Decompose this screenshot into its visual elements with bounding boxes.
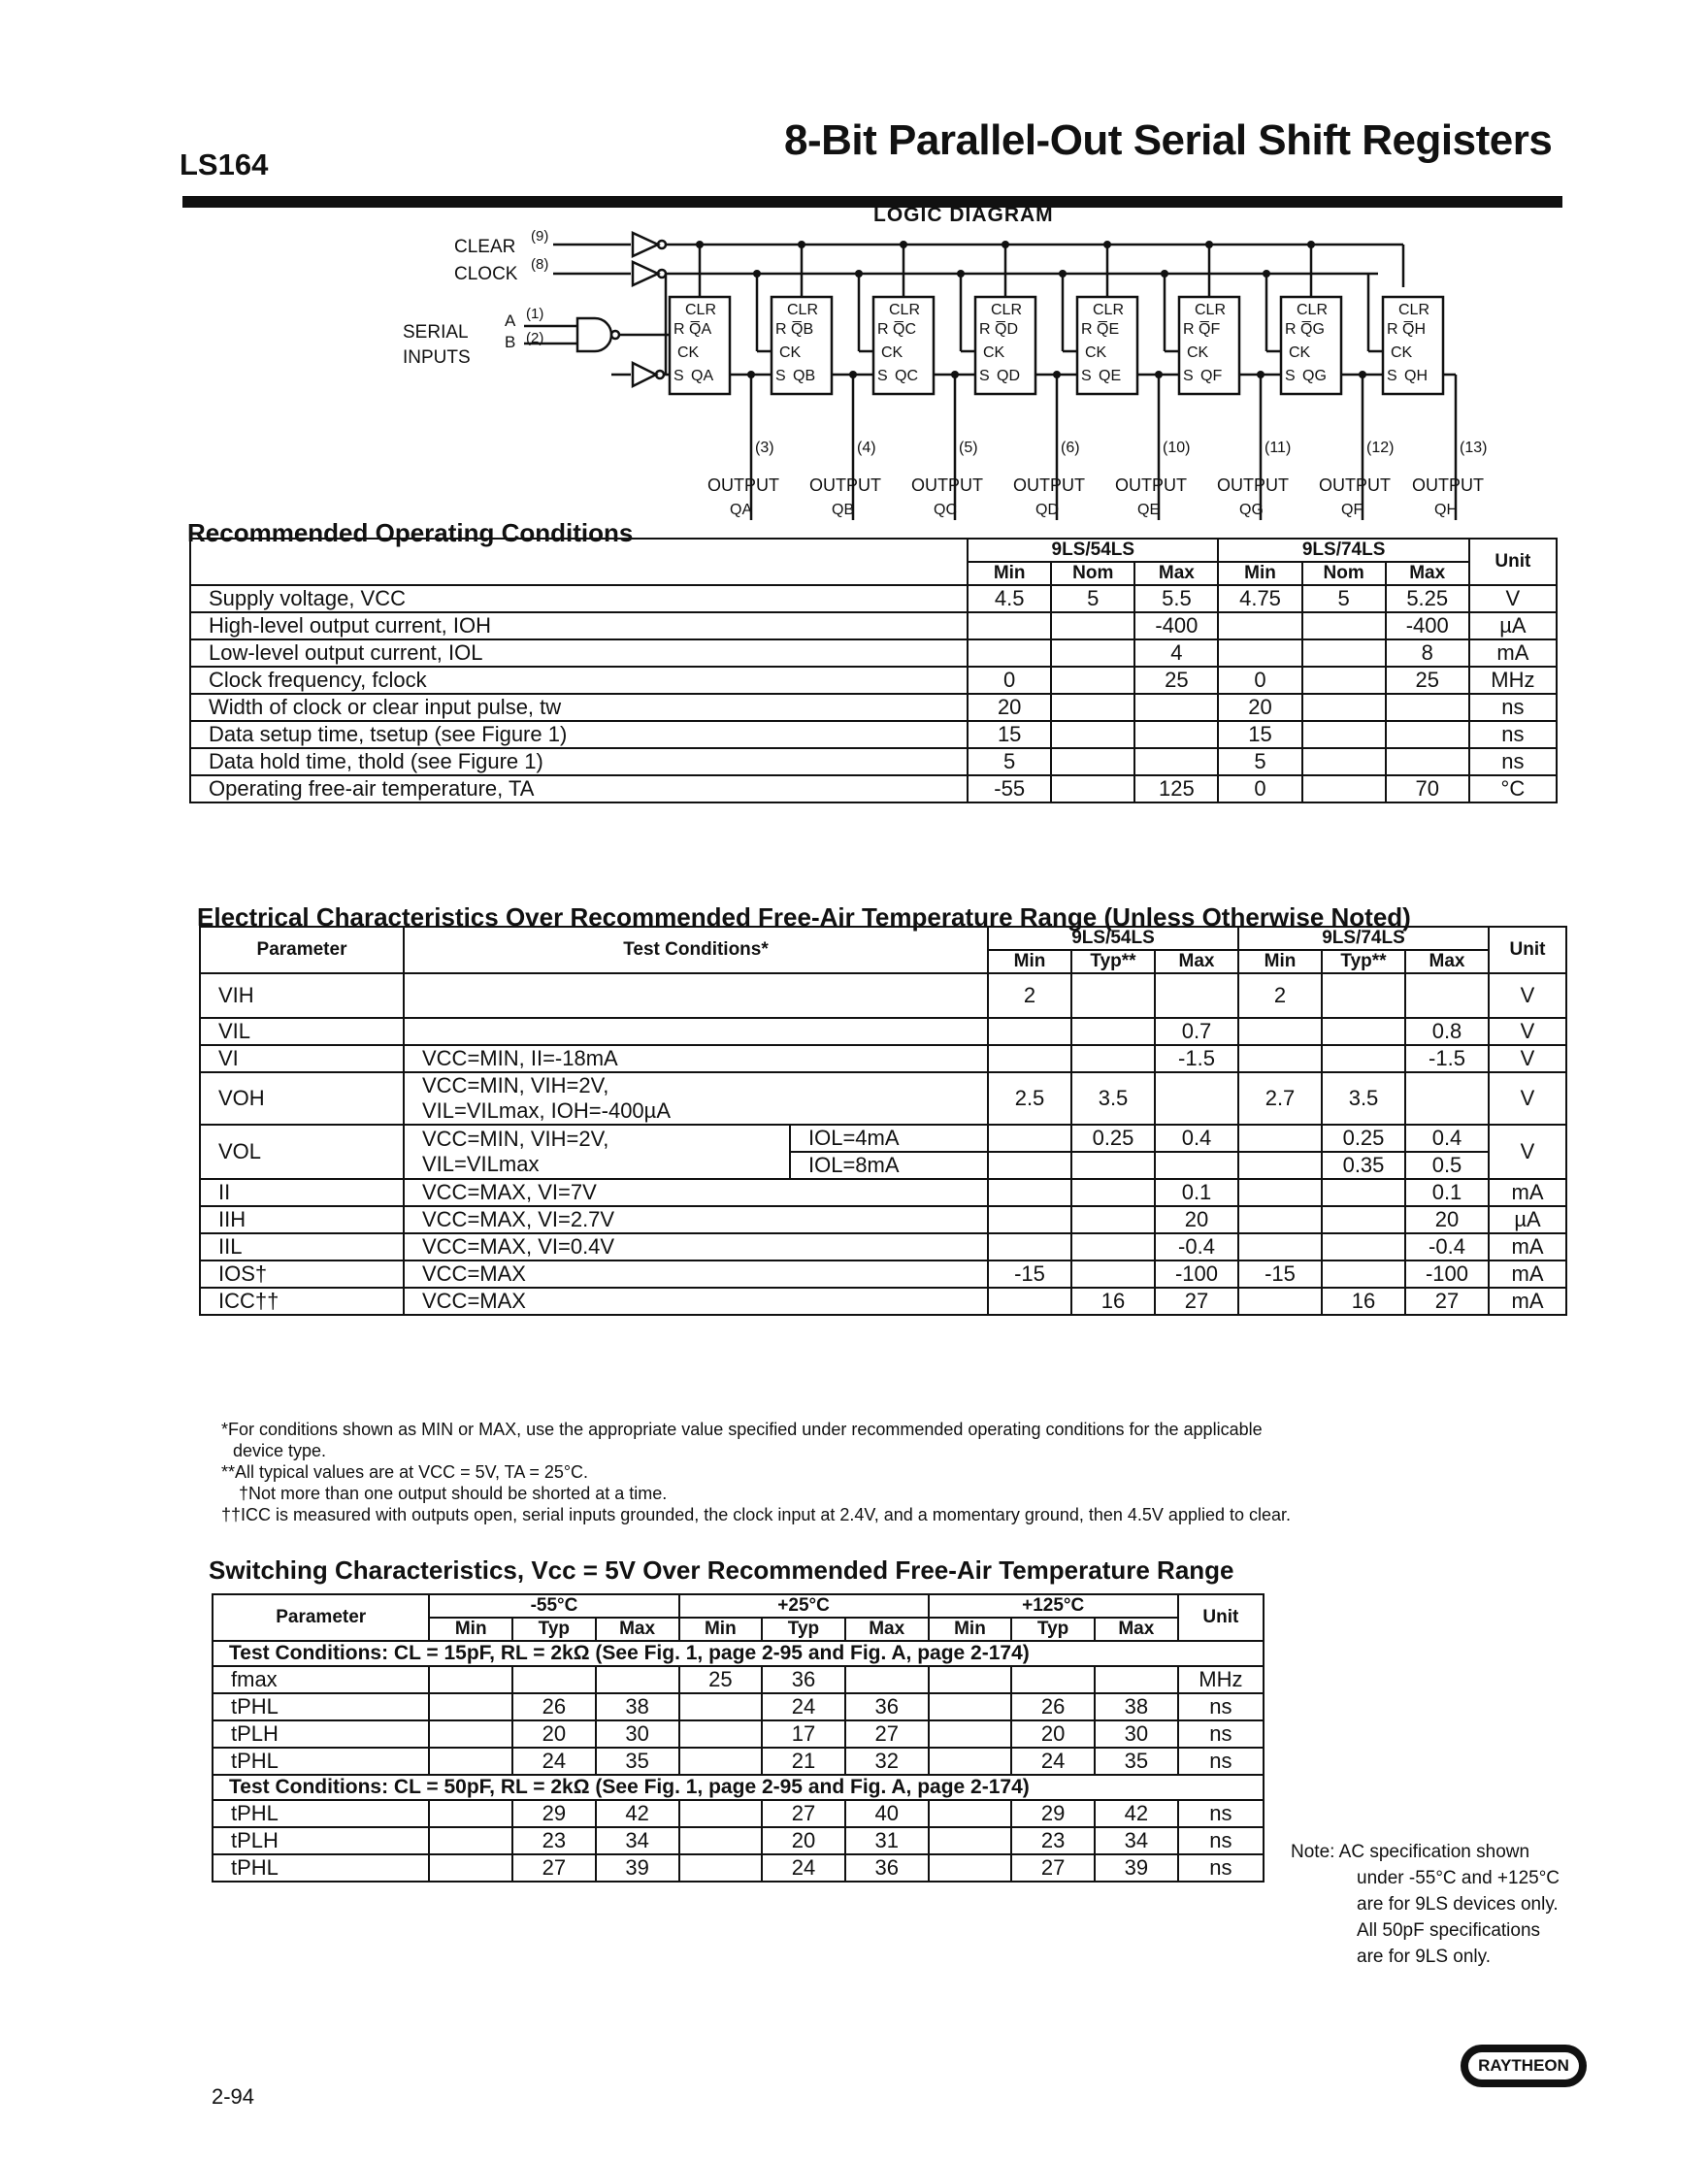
sw-row: tPLH 20 30 17 27 20 30 ns — [213, 1720, 1264, 1748]
ec-row-iil: IIL VCC=MAX, VI=0.4V -0.4 -0.4 mA — [200, 1233, 1566, 1261]
roc-row: Data hold time, thold (see Figure 1) 5 5 ns — [190, 748, 1557, 775]
ff-q-label: QE — [1099, 368, 1122, 384]
output-label: OUTPUT — [1013, 475, 1085, 495]
ff-ck-label: CK — [677, 344, 700, 361]
roc-sub-header: Nom — [1051, 562, 1134, 585]
roc-group-74: 9LS/74LS — [1218, 539, 1468, 562]
roc-row: Data setup time, tsetup (see Figure 1) 15 15 ns — [190, 721, 1557, 748]
ff-r-label: R — [1081, 321, 1093, 338]
roc-sub-header: Max — [1134, 562, 1218, 585]
page-number: 2-94 — [212, 2084, 255, 2109]
ec-row-iih: IIH VCC=MAX, VI=2.7V 20 20 µA — [200, 1206, 1566, 1233]
output-name: QC — [934, 502, 957, 518]
roc-title: Recommended Operating Conditions — [187, 518, 634, 547]
ff-clr-label: CLR — [991, 302, 1023, 318]
ff-clr-label: CLR — [889, 302, 921, 318]
sw-unit-header: Unit — [1178, 1594, 1264, 1641]
sw-title: Switching Characteristics, Vcc = 5V Over Recommended Free-Air Temperature Range — [209, 1555, 1234, 1585]
ec-row-ii: II VCC=MAX, VI=7V 0.1 0.1 mA — [200, 1179, 1566, 1206]
ff-r-label: R — [979, 321, 991, 338]
ec-group-54: 9LS/54LS — [988, 927, 1238, 950]
sw-sub-header: Max — [1095, 1618, 1178, 1641]
sw-sub-header: Max — [596, 1618, 679, 1641]
output-name: QB — [832, 502, 855, 518]
output-label: OUTPUT — [1319, 475, 1391, 495]
logic-diagram — [388, 229, 1533, 540]
ff-qbar-label: Q̅E — [1097, 321, 1120, 338]
ec-row-vi: VI VCC=MIN, II=-18mA -1.5 -1.5 V — [200, 1045, 1566, 1072]
ff-qbar-label: Q̅B — [791, 321, 814, 338]
roc-unit-header: Unit — [1469, 539, 1557, 585]
clock-pin: (8) — [531, 256, 549, 273]
ec-row-ios: IOS† VCC=MAX -15 -100 -15 -100 mA — [200, 1261, 1566, 1288]
sw-condition-row: Test Conditions: CL = 50pF, RL = 2kΩ (See Fig. 1, page 2-95 and Fig. A, page 2-174) — [213, 1775, 1264, 1800]
ff-ck-label: CK — [779, 344, 802, 361]
sw-sub-header: Typ — [762, 1618, 845, 1641]
ff-s-label: S — [1081, 368, 1092, 384]
ff-r-label: R — [1183, 321, 1195, 338]
ff-q-label: QA — [691, 368, 714, 384]
roc-row: Low-level output current, IOL 4 8 mA — [190, 639, 1557, 667]
ff-qbar-label: Q̅G — [1300, 321, 1325, 338]
ff-ck-label: CK — [1085, 344, 1107, 361]
output-pin: (6) — [1061, 440, 1080, 456]
sw-param-header: Parameter — [213, 1594, 429, 1641]
ff-q-label: QD — [997, 368, 1020, 384]
ff-qbar-label: Q̅D — [995, 321, 1018, 338]
sw-note: Note: AC specification shown under -55°C and +125°C are for 9LS devices only. All 50pF specifications are for 9LS only. — [1291, 1842, 1560, 1967]
ff-s-label: S — [673, 368, 684, 384]
sw-sub-header: Typ — [512, 1618, 596, 1641]
input-b-pin: (2) — [526, 330, 544, 346]
output-pin: (12) — [1366, 440, 1395, 456]
ff-q-label: QH — [1404, 368, 1428, 384]
ff-q-label: QF — [1200, 368, 1223, 384]
ec-unit-header: Unit — [1489, 927, 1566, 973]
ec-notes: *For conditions shown as MIN or MAX, use the appropriate value specified under recommended operating conditions for the applicable device type. **All typical values are at VCC = 5V, TA = 25°C. †Not more than one output should be shorted at a time. ††ICC is measured with outputs open, serial inputs grounded, the clock input at 2.4V, and a momentary ground, then 4.5V applied to clear. — [221, 1420, 1292, 1524]
output-name: QF — [1341, 502, 1363, 518]
sw-sub-header: Min — [429, 1618, 512, 1641]
roc-sub-header: Min — [968, 562, 1051, 585]
ff-s-label: S — [877, 368, 888, 384]
output-label: OUTPUT — [1217, 475, 1289, 495]
ff-ck-label: CK — [1391, 344, 1413, 361]
sw-row: tPLH 23 34 20 31 23 34 ns — [213, 1827, 1264, 1854]
output-pin: (11) — [1265, 440, 1292, 456]
ec-cond-header: Test Conditions* — [404, 927, 988, 973]
output-name: QD — [1035, 502, 1059, 518]
ec-row-vol-2: IOL=8mA 0.35 0.5 — [200, 1152, 1566, 1179]
roc-row: Supply voltage, VCC 4.5 5 5.5 4.75 5 5.25 V — [190, 585, 1557, 612]
ff-ck-label: CK — [881, 344, 903, 361]
ff-r-label: R — [1285, 321, 1297, 338]
output-pin: (5) — [959, 440, 978, 456]
ec-sub-header: Typ** — [1071, 950, 1155, 973]
ec-row-vol-1: VOL VCC=MIN, VIH=2V, VIL=VILmax IOL=4mA 0.25 0.4 0.25 0.4 V — [200, 1125, 1566, 1152]
sw-sub-header: Typ — [1011, 1618, 1095, 1641]
sw-sub-header: Min — [929, 1618, 1012, 1641]
sw-sub-header: Min — [679, 1618, 763, 1641]
output-label: OUTPUT — [809, 475, 881, 495]
ff-qbar-label: Q̅F — [1199, 321, 1221, 338]
ff-qbar-label: Q̅H — [1402, 321, 1426, 338]
part-number: LS164 — [180, 147, 269, 181]
clear-label: CLEAR — [454, 237, 516, 257]
sw-group-25: +25°C — [679, 1594, 929, 1618]
ff-r-label: R — [1387, 321, 1398, 338]
sw-row: tPHL 27 39 24 36 27 39 ns — [213, 1854, 1264, 1882]
ff-s-label: S — [979, 368, 990, 384]
sw-group-125: +125°C — [929, 1594, 1178, 1618]
output-name: QH — [1434, 502, 1458, 518]
sw-condition-row: Test Conditions: CL = 15pF, RL = 2kΩ (See Fig. 1, page 2-95 and Fig. A, page 2-174) — [213, 1641, 1264, 1666]
sw-row: tPHL 24 35 21 32 24 35 ns — [213, 1748, 1264, 1775]
inputs-label: INPUTS — [403, 347, 471, 368]
output-pin: (13) — [1460, 440, 1488, 456]
ec-row-icc: ICC†† VCC=MAX 16 27 16 27 mA — [200, 1288, 1566, 1315]
output-pin: (3) — [755, 440, 774, 456]
output-name: QE — [1137, 502, 1161, 518]
ff-q-label: QG — [1302, 368, 1327, 384]
ff-s-label: S — [1183, 368, 1194, 384]
ff-ck-label: CK — [1289, 344, 1311, 361]
output-pin: (10) — [1163, 440, 1191, 456]
sw-table — [212, 1593, 1265, 1883]
ff-clr-label: CLR — [1398, 302, 1430, 318]
sw-row: tPHL 26 38 24 36 26 38 ns — [213, 1693, 1264, 1720]
ec-group-74: 9LS/74LS — [1238, 927, 1489, 950]
logic-diagram-title: LOGIC DIAGRAM — [873, 204, 1054, 226]
ff-r-label: R — [877, 321, 889, 338]
roc-row: Width of clock or clear input pulse, tw 20 20 ns — [190, 694, 1557, 721]
roc-sub-header: Max — [1386, 562, 1469, 585]
ec-sub-header: Min — [988, 950, 1071, 973]
serial-label: SERIAL — [403, 322, 469, 343]
ff-q-label: QC — [895, 368, 918, 384]
output-name: QG — [1239, 502, 1264, 518]
ff-clr-label: CLR — [685, 302, 717, 318]
ec-param-header: Parameter — [200, 927, 404, 973]
sw-group-55: -55°C — [429, 1594, 678, 1618]
ff-s-label: S — [1285, 368, 1296, 384]
ff-clr-label: CLR — [787, 302, 819, 318]
roc-sub-header: Min — [1218, 562, 1301, 585]
output-name: QA — [730, 502, 753, 518]
output-pin: (4) — [857, 440, 876, 456]
roc-row: Operating free-air temperature, TA -55 125 0 70 °C — [190, 775, 1557, 802]
input-a-pin: (1) — [526, 306, 544, 322]
output-label: OUTPUT — [911, 475, 983, 495]
ff-qbar-label: Q̅A — [689, 321, 712, 338]
ff-clr-label: CLR — [1195, 302, 1227, 318]
ff-ck-label: CK — [1187, 344, 1209, 361]
roc-row: High-level output current, IOH -400 -400 µA — [190, 612, 1557, 639]
output-label: OUTPUT — [1412, 475, 1484, 495]
sw-sub-header: Max — [845, 1618, 929, 1641]
ff-clr-label: CLR — [1093, 302, 1125, 318]
output-label: OUTPUT — [707, 475, 779, 495]
ff-r-label: R — [673, 321, 685, 338]
ff-q-label: QB — [793, 368, 816, 384]
clock-label: CLOCK — [454, 264, 518, 284]
ec-row-voh: VOH VCC=MIN, VIH=2V, VIL=VILmax, IOH=-400µA 2.5 3.5 2.7 3.5 V — [200, 1072, 1566, 1125]
ec-sub-header: Max — [1405, 950, 1489, 973]
page-title: 8-Bit Parallel-Out Serial Shift Registers — [784, 116, 1553, 164]
ec-row-vil: VIL 0.7 0.8 V — [200, 1018, 1566, 1045]
title-rule — [182, 196, 1562, 208]
raytheon-logo: RAYTHEON — [1461, 2045, 1587, 2087]
ec-row-vih: VIH 2 2 V — [200, 973, 1566, 1018]
input-a-label: A — [505, 311, 516, 330]
output-label: OUTPUT — [1115, 475, 1187, 495]
sw-row: fmax 25 36 MHz — [213, 1666, 1264, 1693]
ec-sub-header: Max — [1155, 950, 1238, 973]
roc-row: Clock frequency, fclock 0 25 0 25 MHz — [190, 667, 1557, 694]
roc-group-54: 9LS/54LS — [968, 539, 1218, 562]
roc-table — [189, 538, 1558, 803]
ff-r-label: R — [775, 321, 787, 338]
ff-qbar-label: Q̅C — [893, 321, 916, 338]
ec-title: Electrical Characteristics Over Recommended Free-Air Temperature Range (Unless Otherwise Noted) — [197, 902, 1411, 932]
ff-s-label: S — [1387, 368, 1397, 384]
ff-clr-label: CLR — [1297, 302, 1329, 318]
input-b-label: B — [505, 333, 516, 351]
roc-sub-header: Nom — [1302, 562, 1386, 585]
ec-sub-header: Typ** — [1322, 950, 1405, 973]
ec-table — [199, 926, 1567, 1316]
ff-s-label: S — [775, 368, 786, 384]
sw-row: tPHL 29 42 27 40 29 42 ns — [213, 1800, 1264, 1827]
ec-sub-header: Min — [1238, 950, 1322, 973]
ff-ck-label: CK — [983, 344, 1005, 361]
clear-pin: (9) — [531, 229, 549, 245]
roc-param-header — [190, 539, 968, 585]
